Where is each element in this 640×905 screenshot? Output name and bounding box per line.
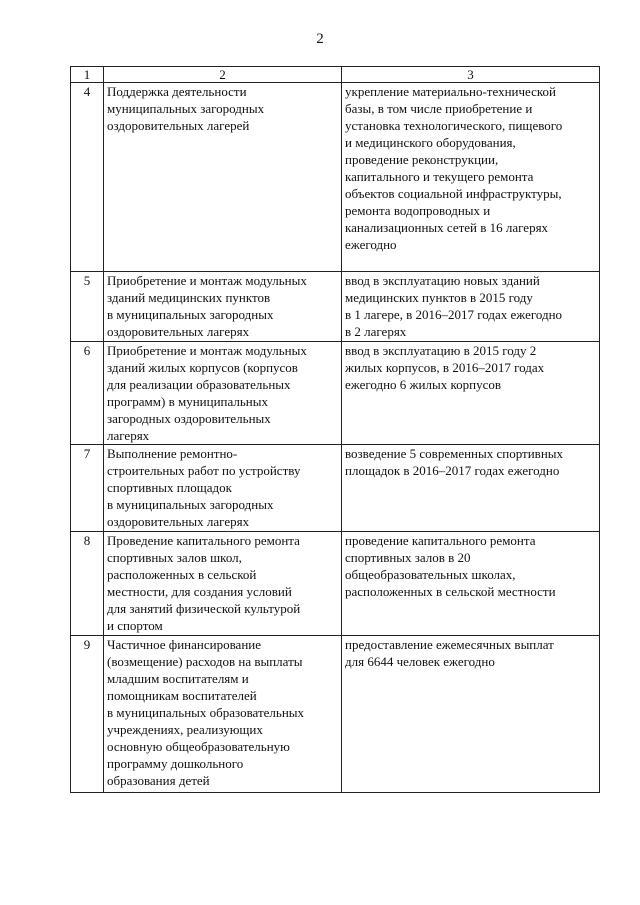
result-text-line: укрепление материально-технической bbox=[345, 84, 557, 99]
page-number: 2 bbox=[316, 31, 324, 47]
result-text-line: медицинских пунктов в 2015 году bbox=[345, 290, 533, 305]
activity-text-line: оздоровительных лагерях bbox=[107, 514, 250, 529]
activity-text-line: в муниципальных загородных bbox=[107, 497, 274, 512]
result-cell bbox=[342, 636, 600, 793]
activity-text-line: в муниципальных загородных bbox=[107, 307, 274, 322]
result-text-line: предоставление ежемесячных выплат bbox=[345, 637, 554, 652]
result-text-line: и медицинского оборудования, bbox=[345, 135, 516, 150]
activity-text-line: строительных работ по устройству bbox=[107, 463, 301, 478]
activity-text-line: (возмещение) расходов на выплаты bbox=[107, 654, 303, 669]
activity-text-line: младшим воспитателям и bbox=[107, 671, 249, 686]
activity-text-line: образования детей bbox=[107, 773, 210, 788]
result-text-line: установка технологического, пищевого bbox=[345, 118, 563, 133]
activity-text-line: программ) в муниципальных bbox=[107, 394, 268, 409]
activity-cell bbox=[104, 342, 342, 445]
activity-text-line: Поддержка деятельности bbox=[107, 84, 247, 99]
table-row bbox=[71, 445, 600, 532]
row-number-cell: 4 bbox=[71, 83, 104, 272]
result-text-line: ввод в эксплуатацию новых зданий bbox=[345, 273, 540, 288]
table-row bbox=[71, 83, 600, 272]
column-header-number: 1 bbox=[71, 67, 104, 83]
result-cell bbox=[342, 272, 600, 342]
activity-text-line: расположенных в сельской bbox=[107, 567, 257, 582]
result-text-line: площадок в 2016–2017 годах ежегодно bbox=[345, 463, 560, 478]
activity-text-line: и спортом bbox=[107, 618, 163, 633]
result-text-line: канализационных сетей в 16 лагерях bbox=[345, 220, 549, 235]
result-text-line: возведение 5 современных спортивных bbox=[345, 446, 564, 461]
activity-cell bbox=[104, 532, 342, 636]
result-text-line: в 1 лагере, в 2016–2017 годах ежегодно bbox=[345, 307, 563, 322]
measures-table bbox=[70, 66, 600, 793]
table-row bbox=[71, 342, 600, 445]
activity-text-line: спортивных площадок bbox=[107, 480, 232, 495]
activity-text-line: оздоровительных лагерей bbox=[107, 118, 250, 133]
result-text-line: ежегодно bbox=[345, 237, 397, 252]
row-number-cell: 6 bbox=[71, 342, 104, 445]
result-text-line: базы, в том числе приобретение и bbox=[345, 101, 533, 116]
activity-text-line: местности, для создания условий bbox=[107, 584, 292, 599]
row-number-cell: 5 bbox=[71, 272, 104, 342]
result-text-line: объектов социальной инфраструктуры, bbox=[345, 186, 562, 201]
activity-text-line: загородных оздоровительных bbox=[107, 411, 271, 426]
result-cell bbox=[342, 445, 600, 532]
activity-text-line: муниципальных загородных bbox=[107, 101, 265, 116]
activity-text-line: учреждениях, реализующих bbox=[107, 722, 263, 737]
result-cell bbox=[342, 532, 600, 636]
row-number-cell: 7 bbox=[71, 445, 104, 532]
result-cell bbox=[342, 342, 600, 445]
column-header-activity: 2 bbox=[104, 67, 342, 83]
table-header-row bbox=[71, 67, 600, 83]
table-row bbox=[71, 636, 600, 793]
activity-text-line: для занятий физической культурой bbox=[107, 601, 301, 616]
result-text-line: ежегодно 6 жилых корпусов bbox=[345, 377, 501, 392]
row-number-cell: 9 bbox=[71, 636, 104, 793]
result-cell bbox=[342, 83, 600, 272]
activity-text-line: основную общеобразовательную bbox=[107, 739, 290, 754]
activity-text-line: Частичное финансирование bbox=[107, 637, 262, 652]
activity-cell bbox=[104, 445, 342, 532]
result-text-line: спортивных залов в 20 bbox=[345, 550, 471, 565]
table-row bbox=[71, 272, 600, 342]
row-number-cell: 8 bbox=[71, 532, 104, 636]
activity-text-line: Выполнение ремонтно- bbox=[107, 446, 238, 461]
result-text-line: проведение реконструкции, bbox=[345, 152, 499, 167]
activity-text-line: программу дошкольного bbox=[107, 756, 244, 771]
result-text-line: ввод в эксплуатацию в 2015 году 2 bbox=[345, 343, 537, 358]
result-text-line: расположенных в сельской местности bbox=[345, 584, 556, 599]
activity-text-line: Проведение капитального ремонта bbox=[107, 533, 300, 548]
activity-cell bbox=[104, 83, 342, 272]
table-row bbox=[71, 532, 600, 636]
result-text-line: проведение капитального ремонта bbox=[345, 533, 536, 548]
result-text-line: ремонта водопроводных и bbox=[345, 203, 491, 218]
activity-text-line: спортивных залов школ, bbox=[107, 550, 242, 565]
result-text-line: в 2 лагерях bbox=[345, 324, 407, 339]
activity-text-line: оздоровительных лагерях bbox=[107, 324, 250, 339]
activity-text-line: для реализации образовательных bbox=[107, 377, 291, 392]
column-header-result: 3 bbox=[342, 67, 600, 83]
activity-text-line: зданий медицинских пунктов bbox=[107, 290, 271, 305]
activity-text-line: Приобретение и монтаж модульных bbox=[107, 343, 307, 358]
result-text-line: общеобразовательных школах, bbox=[345, 567, 516, 582]
activity-text-line: Приобретение и монтаж модульных bbox=[107, 273, 307, 288]
activity-text-line: зданий жилых корпусов (корпусов bbox=[107, 360, 298, 375]
result-text-line: капитального и текущего ремонта bbox=[345, 169, 534, 184]
activity-text-line: в муниципальных образовательных bbox=[107, 705, 305, 720]
activity-cell bbox=[104, 636, 342, 793]
activity-text-line: лагерях bbox=[107, 428, 150, 443]
activity-text-line: помощникам воспитателей bbox=[107, 688, 257, 703]
result-text-line: для 6644 человек ежегодно bbox=[345, 654, 495, 669]
activity-cell bbox=[104, 272, 342, 342]
result-text-line: жилых корпусов, в 2016–2017 годах bbox=[345, 360, 545, 375]
